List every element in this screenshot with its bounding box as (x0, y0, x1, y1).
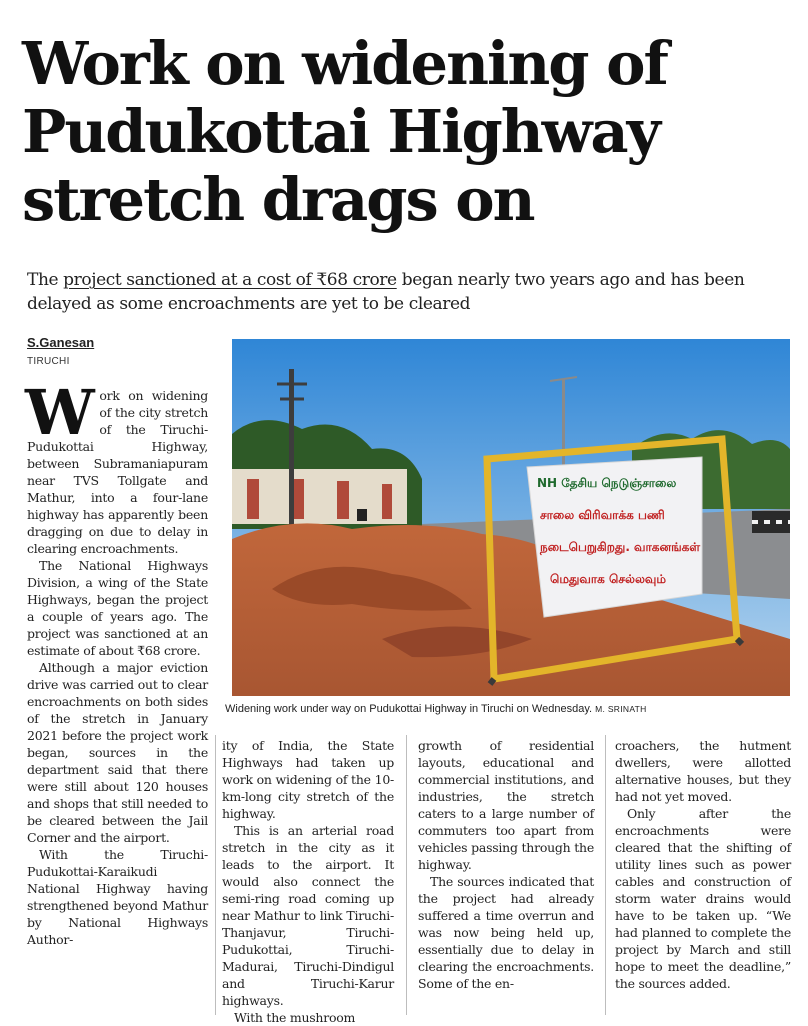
paragraph-4: With the Tiruchi-Pudukottai-Karaikudi National Highway having strengthened beyond Mathur by National Highways Author- (27, 847, 208, 947)
byline: S.Ganesan (27, 335, 95, 350)
column-divider (406, 735, 407, 1015)
headline-line-3: stretch drags on (22, 165, 534, 234)
paragraph-2: The National Highways Division, a wing of the State Highways, began the project a couple of years ago. The project was sanctioned at an estimate of about ₹68 crore. (27, 558, 208, 658)
paragraph-9: The sources indicated that the project had already suffered a time overrun and was now being held up, essentially due to delay in clearing the encroachments. Some of the en- (418, 874, 594, 991)
dek-post: began nearly two years ago and has been delayed as some encroachments are yet to be cleared (27, 270, 745, 314)
paragraph-1 (25, 376, 208, 557)
dek-pre: The (27, 270, 64, 290)
headline-line-2: Pudukottai Highway (22, 97, 659, 166)
dateline: TIRUCHI (27, 356, 70, 367)
paragraph-5: ity of India, the State Highways had taken up work on widening of the 10-km-long city stretch of the highway. (222, 738, 394, 821)
banner-line-4: மெதுவாக செல்லவும் (550, 572, 667, 586)
paragraph-3: Although a major eviction drive was carried out to clear encroachments on both sides of the stretch in January 2021 before the project work began, sources in the department said that there were still about 120 houses and shops that still needed to be cleared between the Jail Corner and the airport. (27, 660, 208, 845)
photo-utility-pole (289, 369, 294, 529)
article-column-3 (418, 737, 594, 992)
paragraph-8: growth of residential layouts, educational and commercial institutions, and industries, the stretch caters to a large number of commuters too apart from vehicles passing through the highway. (418, 738, 594, 872)
paragraph-7: With the mushroom (234, 1010, 356, 1025)
dek-highlight: project sanctioned at a cost of ₹68 crore (63, 270, 397, 290)
article-column-4 (615, 737, 791, 992)
caption-text: Widening work under way on Pudukottai Highway in Tiruchi on Wednesday. (225, 703, 596, 715)
column-divider (605, 735, 606, 1015)
banner-line-1: NH தேசிய நெடுஞ்சாலை (537, 476, 677, 490)
paragraph-11: Only after the encroachments were cleared that the shifting of utility lines such as power cables and construction of storm water drains would have to be taken up. “We had planned to complete the project by March and still hope to meet the deadline,” the sources added. (615, 806, 791, 991)
paragraph-10: croachers, the hutment dwellers, were allotted alternative houses, but they had not yet moved. (615, 738, 791, 804)
banner-line-3: நடைபெறுகிறது. வாகனங்கள் (540, 540, 701, 554)
banner-line-2: சாலை விரிவாக்க பணி (540, 508, 665, 522)
drop-cap: W (25, 376, 95, 449)
news-photo (232, 339, 790, 696)
article-column-1 (25, 376, 208, 948)
paragraph-1-text: ork on widening of the city stretch of the Tiruchi-Pudukottai Highway, between Subramaniapuram near TVS Tollgate and Mathur, into a four-lane highway has apparently been dragging on due to delay in clearing encroachments. (27, 388, 208, 556)
column-divider (215, 735, 216, 1015)
photo-credit: M. SRINATH (595, 704, 647, 714)
paragraph-6: This is an arterial road stretch in the city as it leads to the airport. It would also connect the semi-ring road coming up near Mathur to link Tiruchi-Thanjavur, Tiruchi-Pudukottai, Tiruchi-Madurai, Tiruchi-Dindigul and Tiruchi-Karur highways. (222, 823, 394, 1008)
subheadline (27, 268, 795, 316)
headline-line-1: Work on widening of (22, 29, 667, 98)
photo-caption (225, 703, 647, 715)
article-column-2 (222, 737, 394, 1026)
headline (22, 30, 792, 234)
photo-motorcyclist (357, 509, 367, 521)
